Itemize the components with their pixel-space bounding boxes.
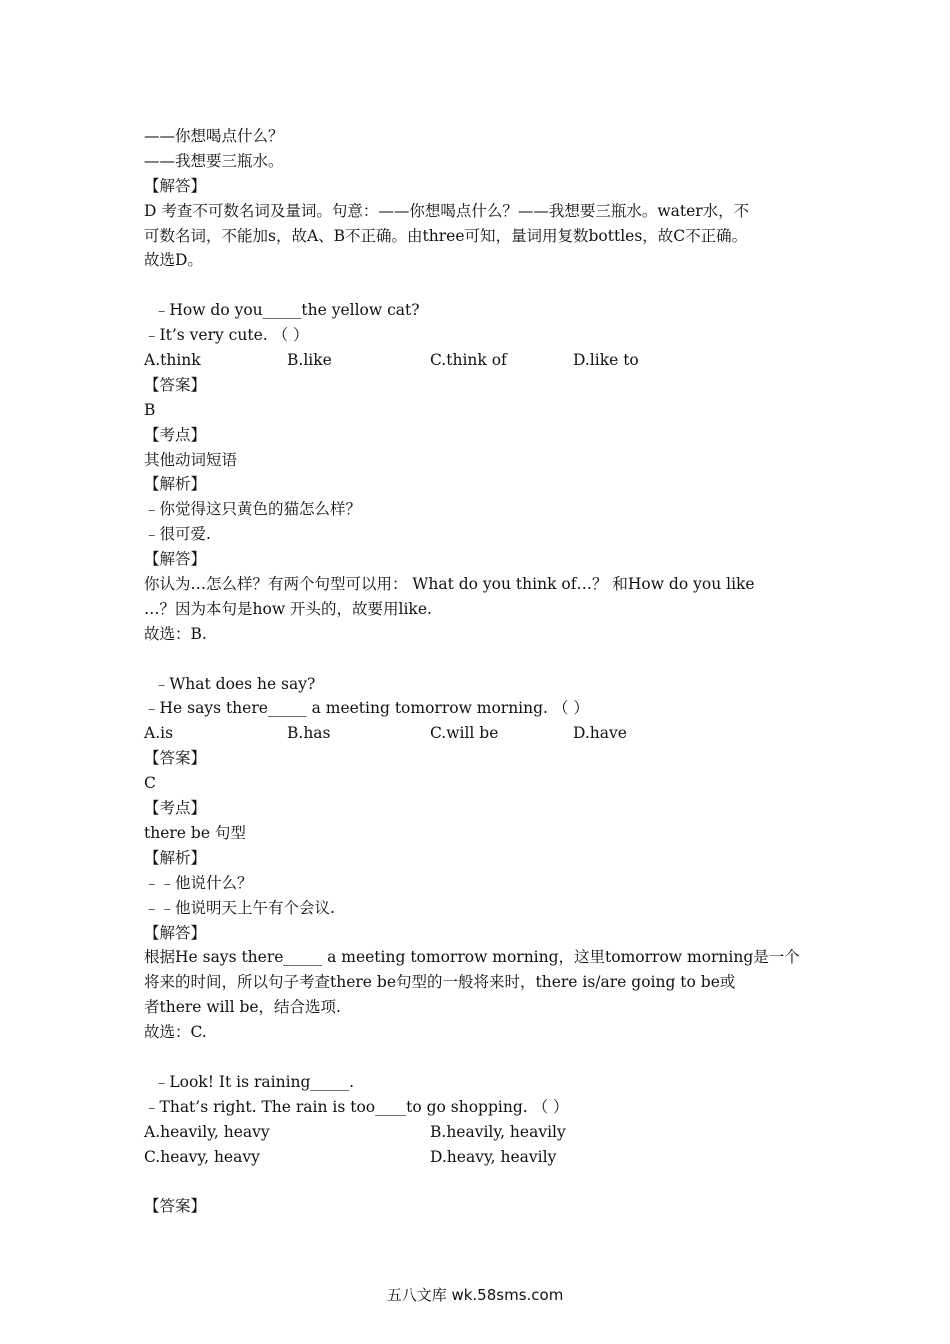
question-line: ﹣He says there_____ a meeting tomorrow morning. （ ）	[144, 699, 589, 718]
spacer	[144, 273, 824, 298]
spacer	[144, 1045, 824, 1070]
solution-header: 【解答】	[144, 550, 207, 569]
answer-header: 【答案】	[144, 375, 207, 394]
question-line: ﹣That’s right. The rain is too____to go shopping. （ ）	[144, 1097, 569, 1116]
option-b: B.has	[287, 724, 331, 743]
question-line: ﹣What does he say?	[144, 674, 316, 693]
option-a: A.think	[144, 351, 201, 370]
footer-watermark: 五八文库 wk.58sms.com	[386, 1286, 564, 1304]
question-line: ﹣Look! It is raining_____.	[144, 1072, 355, 1091]
solution-line: 可数名词，不能加s，故A、B不正确。由three可知，量词用复数bottles，故C不正确。	[144, 226, 748, 245]
answer-header: 【答案】	[144, 1197, 207, 1216]
analysis-header: 【解析】	[144, 475, 207, 494]
solution-line: 故选：C.	[144, 1023, 207, 1042]
option-d: D.have	[573, 724, 627, 743]
option-d: D.heavy, heavily	[430, 1147, 557, 1166]
solution-header: 【解答】	[144, 176, 207, 195]
dialogue-line: ——你想喝点什么？	[144, 127, 284, 145]
spacer	[144, 647, 824, 672]
document-page	[144, 124, 824, 1219]
answer-header: 【答案】	[144, 749, 207, 768]
solution-line: D 考查不可数名词及量词。句意：——你想喝点什么？——我想要三瓶水。water水，不	[144, 201, 750, 220]
analysis-line: ﹣你觉得这只黄色的猫怎么样？	[144, 500, 362, 519]
option-a: A.is	[144, 724, 174, 743]
question-line: ﹣It’s very cute. （ ）	[144, 326, 309, 345]
solution-line: …？因为本句是how 开头的，故要用like.	[144, 599, 432, 618]
option-b: B.heavily, heavily	[430, 1122, 566, 1141]
analysis-line: ﹣﹣他说什么？	[144, 873, 253, 892]
spacer	[144, 1169, 824, 1194]
option-a: A.heavily, heavy	[144, 1122, 270, 1141]
option-c: C.heavy, heavy	[144, 1147, 260, 1166]
question-line: ﹣How do you_____the yellow cat?	[144, 301, 420, 320]
solution-line: 故选：B.	[144, 624, 207, 643]
option-d: D.like to	[573, 351, 639, 370]
analysis-line: ﹣很可爱.	[144, 525, 211, 544]
point-value: there be 句型	[144, 823, 246, 842]
options-row	[144, 721, 824, 746]
option-b: B.like	[287, 351, 332, 370]
analysis-header: 【解析】	[144, 848, 207, 867]
options-row	[144, 1145, 824, 1170]
point-header: 【考点】	[144, 799, 207, 818]
options-row	[144, 348, 824, 373]
solution-line: 将来的时间，所以句子考查there be句型的一般将来时，there is/are going to be或	[144, 973, 736, 992]
option-c: C.will be	[430, 724, 499, 743]
answer-value: C	[144, 774, 156, 793]
solution-line: 根据He says there_____ a meeting tomorrow morning，这里tomorrow morning是一个	[144, 948, 800, 967]
solution-line: 者there will be，结合选项.	[144, 998, 341, 1017]
point-header: 【考点】	[144, 425, 207, 444]
options-row	[144, 1120, 824, 1145]
point-value: 其他动词短语	[144, 450, 238, 469]
analysis-line: ﹣﹣他说明天上午有个会议.	[144, 898, 335, 917]
solution-header: 【解答】	[144, 923, 207, 942]
solution-line: 故选D。	[144, 251, 203, 270]
dialogue-line: ——我想要三瓶水。	[144, 151, 284, 170]
option-c: C.think of	[430, 351, 507, 370]
solution-line: 你认为…怎么样？有两个句型可以用： What do you think of…？ 和How do you like	[144, 575, 755, 594]
answer-value: B	[144, 400, 156, 419]
